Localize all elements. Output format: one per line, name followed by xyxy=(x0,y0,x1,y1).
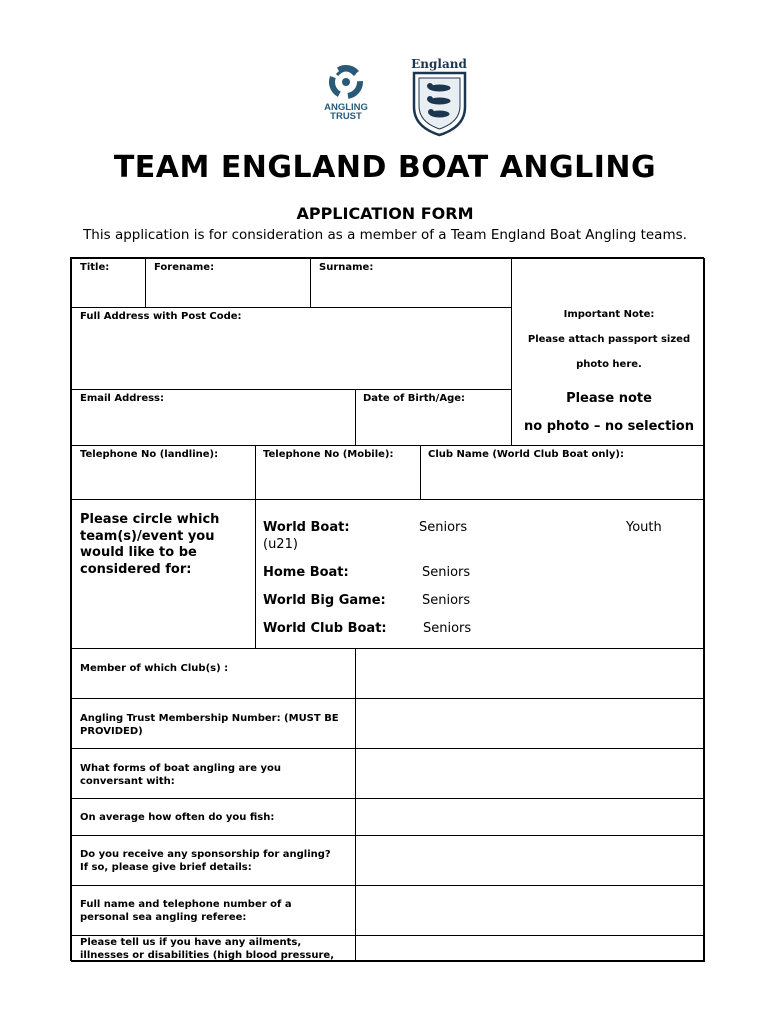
question-row-label xyxy=(71,698,356,749)
answer-frequency[interactable] xyxy=(355,798,705,836)
photo-note-line2: photo here. xyxy=(576,359,642,370)
surname-field[interactable] xyxy=(310,258,512,308)
page-title: TEAM ENGLAND BOAT ANGLING xyxy=(113,150,657,185)
tel-mobile-label: Telephone No (Mobile): xyxy=(263,449,394,460)
question-row-label xyxy=(71,835,356,886)
email-label: Email Address: xyxy=(80,393,165,404)
events-question: Please circle which team(s)/event you would like to be considered for: xyxy=(80,512,220,577)
event-world-club-boat-seniors[interactable]: Seniors xyxy=(423,621,472,636)
logos-area xyxy=(0,55,770,140)
question-row-label xyxy=(71,798,356,836)
address-label: Full Address with Post Code: xyxy=(80,311,242,322)
event-world-boat: World Boat: xyxy=(263,520,350,535)
question-boat-angling: What forms of boat angling are you conversant with: xyxy=(80,763,281,787)
event-world-big-game: World Big Game: xyxy=(263,593,386,608)
club-name-label: Club Name (World Club Boat only): xyxy=(428,449,624,460)
answer-ailments[interactable] xyxy=(355,935,705,962)
photo-note-line1: Please attach passport sized xyxy=(527,334,691,345)
club-name-field[interactable] xyxy=(420,445,705,500)
england-shield-logo xyxy=(411,57,467,135)
email-field[interactable] xyxy=(71,389,356,446)
question-ailments: Please tell us if you have any ailments, illnesses or disabilities (high blood pressure, xyxy=(80,937,334,961)
logos-svg xyxy=(0,55,770,140)
dob-field[interactable] xyxy=(355,389,512,446)
surname-label: Surname: xyxy=(319,262,374,273)
forename-label: Forename: xyxy=(154,262,215,273)
event-home-boat: Home Boat: xyxy=(263,565,349,580)
angling-trust-line1: ANGLING xyxy=(324,102,368,113)
dob-label: Date of Birth/Age: xyxy=(363,393,466,404)
address-field[interactable] xyxy=(71,307,512,390)
intro-text: This application is for consideration as a member of a Team England Boat Angling teams. xyxy=(83,227,687,243)
question-row-label xyxy=(71,748,356,799)
question-membership: Angling Trust Membership Number: (MUST BE PROVIDED) xyxy=(80,713,339,737)
angling-trust-logo xyxy=(324,68,368,122)
answer-clubs[interactable] xyxy=(355,648,705,699)
answer-boat-angling[interactable] xyxy=(355,748,705,799)
answer-referee[interactable] xyxy=(355,885,705,936)
event-world-boat-youth[interactable]: Youth xyxy=(626,520,662,535)
question-row-label xyxy=(71,648,356,699)
forename-field[interactable] xyxy=(145,258,311,308)
question-row-label xyxy=(71,935,356,962)
events-options-cell xyxy=(255,499,705,649)
angling-trust-line2: TRUST xyxy=(330,111,362,122)
events-question-cell xyxy=(71,499,256,649)
question-referee: Full name and telephone number of a personal sea angling referee: xyxy=(80,899,292,923)
question-clubs: Member of which Club(s) : xyxy=(80,663,229,674)
england-label: England xyxy=(411,57,467,71)
photo-note-line4: no photo – no selection xyxy=(523,419,694,434)
event-world-club-boat: World Club Boat: xyxy=(263,621,387,636)
tel-landline-field[interactable] xyxy=(71,445,256,500)
event-world-big-game-seniors[interactable]: Seniors xyxy=(422,593,471,608)
application-form xyxy=(70,257,704,961)
photo-box[interactable] xyxy=(511,258,705,446)
event-world-boat-seniors[interactable]: Seniors xyxy=(419,520,468,535)
photo-note-heading: Important Note: xyxy=(563,309,655,320)
event-world-boat-u21: (u21) xyxy=(263,537,298,552)
tel-mobile-field[interactable] xyxy=(255,445,421,500)
question-frequency: On average how often do you fish: xyxy=(80,812,275,823)
event-home-boat-seniors[interactable]: Seniors xyxy=(422,565,471,580)
form-subtitle: APPLICATION FORM xyxy=(296,204,474,223)
answer-sponsorship[interactable] xyxy=(355,835,705,886)
question-row-label xyxy=(71,885,356,936)
tel-landline-label: Telephone No (landline): xyxy=(80,449,219,460)
title-field[interactable] xyxy=(71,258,146,308)
answer-membership[interactable] xyxy=(355,698,705,749)
question-sponsorship: Do you receive any sponsorship for angling? If so, please give brief details: xyxy=(80,849,331,873)
photo-note-line3: Please note xyxy=(566,391,652,406)
title-label: Title: xyxy=(80,262,110,273)
